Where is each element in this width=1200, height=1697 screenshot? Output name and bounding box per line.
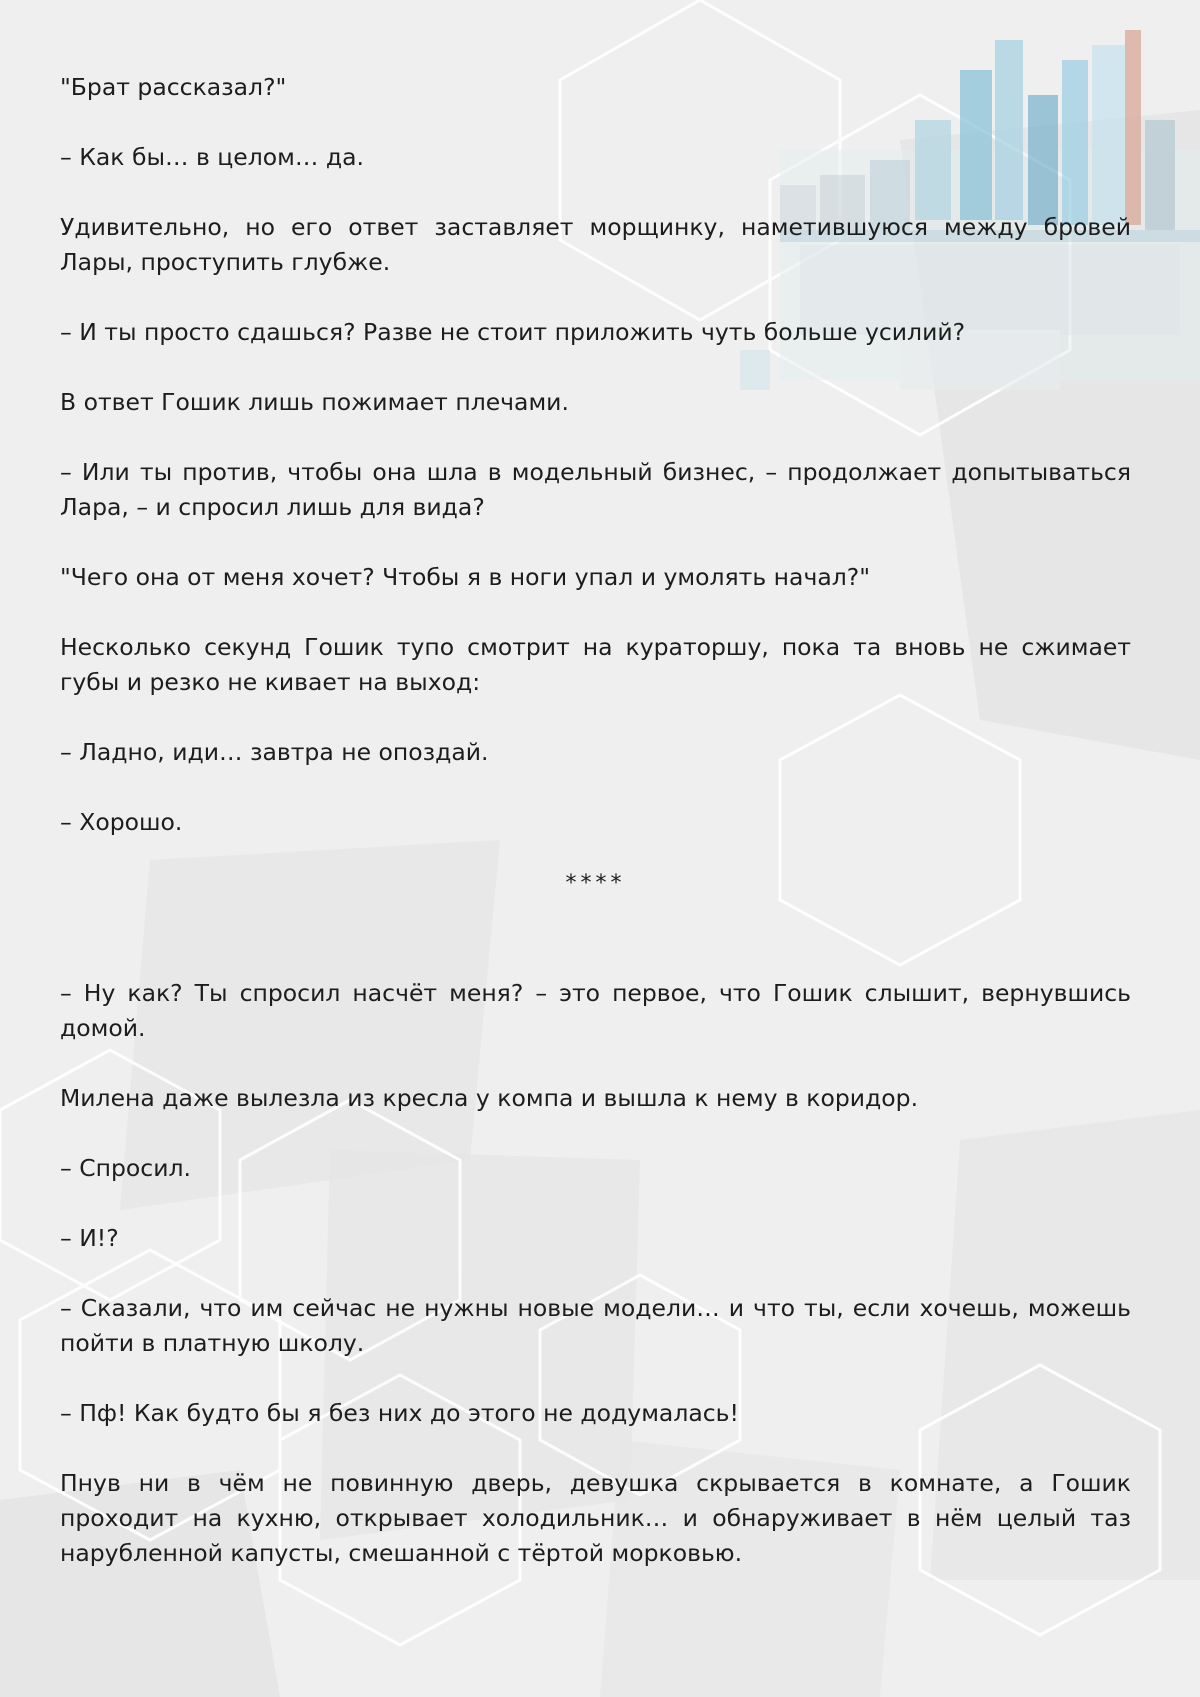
paragraph: Несколько секунд Гошик тупо смотрит на кураторшу, пока та вновь не сжимает губы и резко не кивает на выход: — [60, 633, 1131, 696]
paragraph: – Как бы… в целом… да. — [60, 143, 364, 171]
paragraph: Милена даже вылезла из кресла у компа и вышла к нему в коридор. — [60, 1084, 919, 1112]
paragraph: – Или ты против, чтобы она шла в модельный бизнес, – продолжает допытываться Лара, – и спросил лишь для вида? — [60, 458, 1131, 521]
paragraph: – Спросил. — [60, 1154, 191, 1182]
paragraph: "Чего она от меня хочет? Чтобы я в ноги упал и умолять начал?" — [60, 563, 871, 591]
paragraph: Пнув ни в чём не повинную дверь, девушка скрывается в комнате, а Гошик проходит на кухню, открывает холодильник… и обнаруживает в нём целый таз нарубленной капусты, смешанной с тёртой морковью. — [60, 1469, 1131, 1567]
document-page — [60, 70, 1131, 1606]
paragraph: – Ну как? Ты спросил насчёт меня? – это первое, что Гошик слышит, вернувшись домой. — [60, 979, 1131, 1042]
section-separator: **** — [565, 871, 626, 896]
paragraph: "Брат рассказал?" — [60, 73, 287, 101]
paragraph: – Сказали, что им сейчас не нужны новые модели… и что ты, если хочешь, можешь пойти в платную школу. — [60, 1294, 1131, 1357]
bottom-section — [60, 976, 1131, 1571]
paragraph: – И!? — [60, 1224, 119, 1252]
paragraph: – Ладно, иди… завтра не опоздай. — [60, 738, 489, 766]
paragraph: В ответ Гошик лишь пожимает плечами. — [60, 388, 569, 416]
paragraph: – И ты просто сдашься? Разве не стоит приложить чуть больше усилий? — [60, 318, 966, 346]
paragraph: – Хорошо. — [60, 808, 183, 836]
top-section — [60, 70, 1131, 840]
paragraph: – Пф! Как будто бы я без них до этого не додумалась! — [60, 1399, 739, 1427]
paragraph: Удивительно, но его ответ заставляет морщинку, наметившуюся между бровей Лары, проступить глубже. — [60, 213, 1131, 276]
